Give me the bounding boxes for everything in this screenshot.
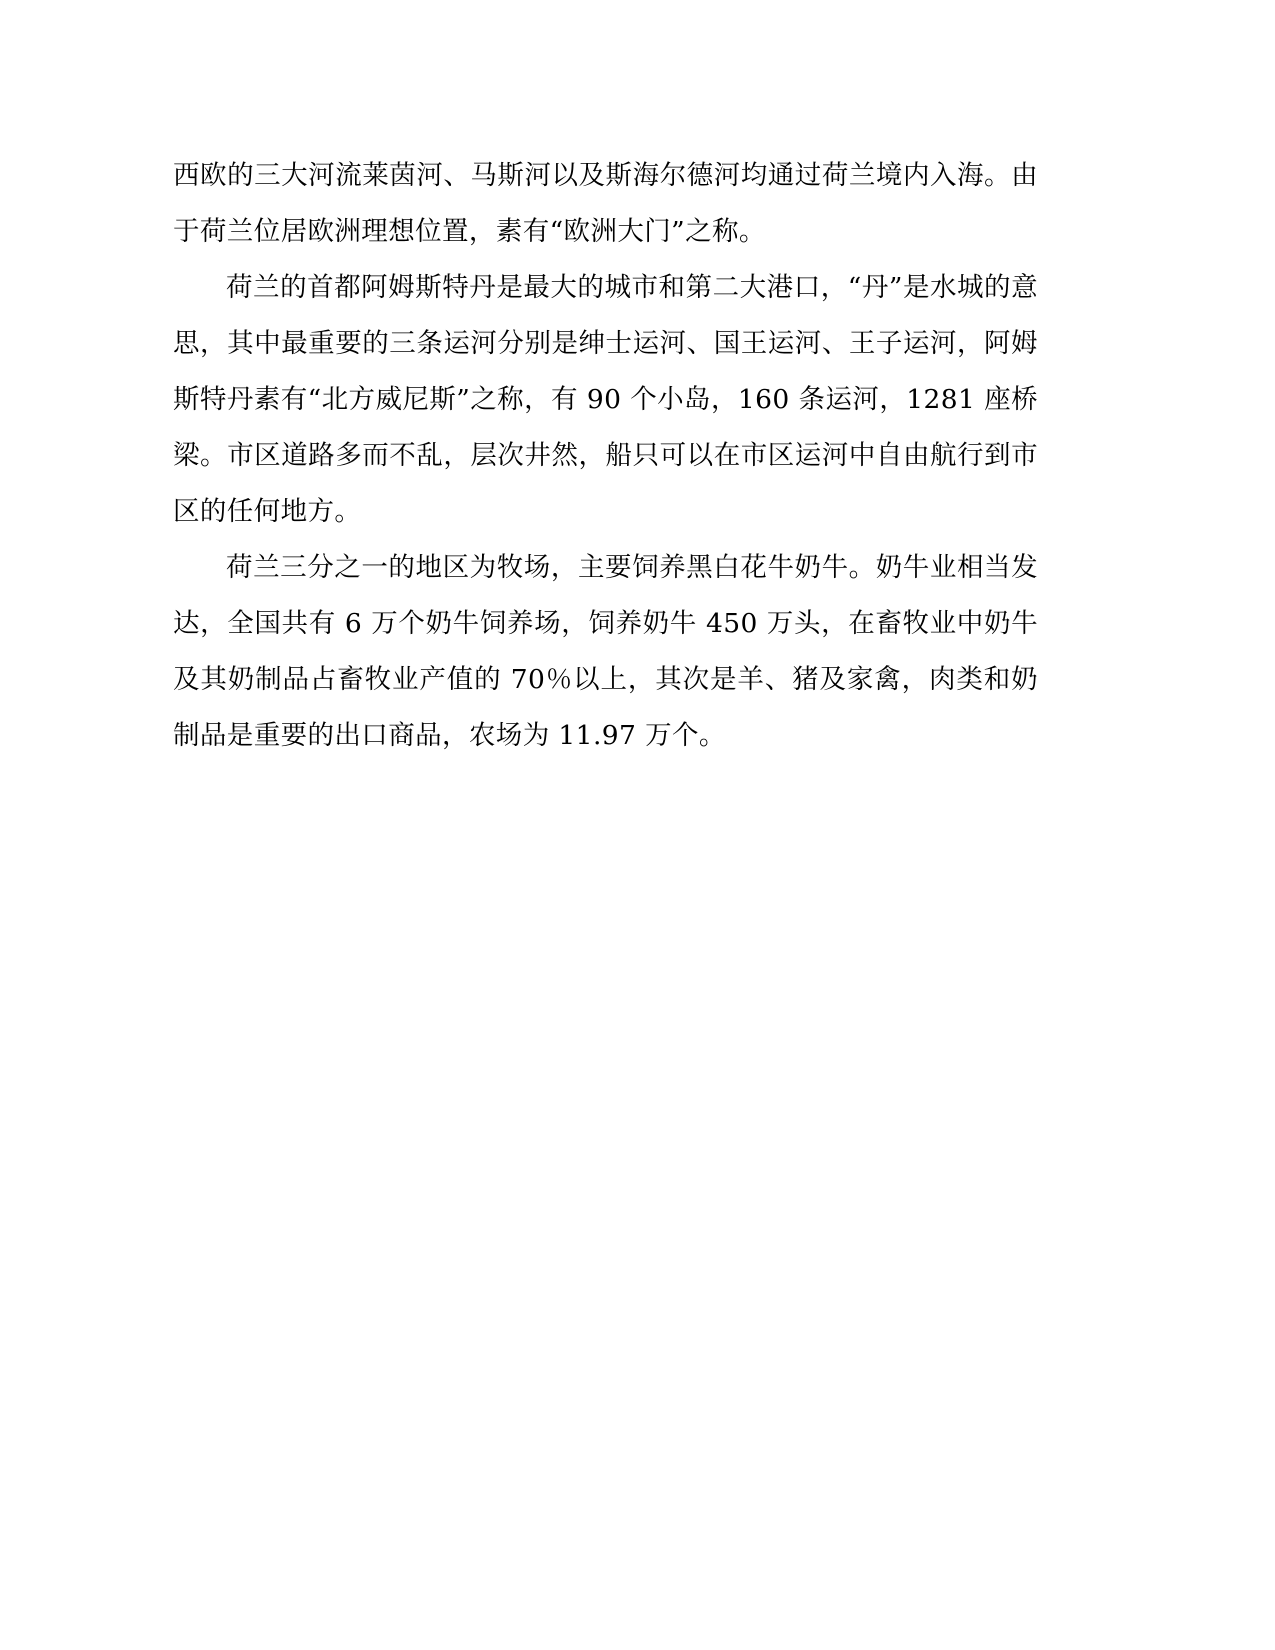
paragraph-2: 荷兰的首都阿姆斯特丹是最大的城市和第二大港口，“丹”是水城的意思，其中最重要的三条运河分别是绅士运河、国王运河、王子运河，阿姆斯特丹素有“北方威尼斯”之称，有 90 个小岛，160 条运河，1281 座桥梁。市区道路多而不乱，层次井然，船只可以在市区运河中自由航行到市区的任何地方。 [173,272,1038,527]
document-body [173,148,1038,764]
paragraph-1: 西欧的三大河流莱茵河、马斯河以及斯海尔德河均通过荷兰境内入海。由于荷兰位居欧洲理想位置，素有“欧洲大门”之称。 [173,160,1038,247]
paragraph-3: 荷兰三分之一的地区为牧场，主要饲养黑白花牛奶牛。奶牛业相当发达，全国共有 6 万个奶牛饲养场，饲养奶牛 450 万头，在畜牧业中奶牛及其奶制品占畜牧业产值的 70％以上，其次是羊、猪及家禽，肉类和奶制品是重要的出口商品，农场为 11.97 万个。 [173,552,1038,751]
